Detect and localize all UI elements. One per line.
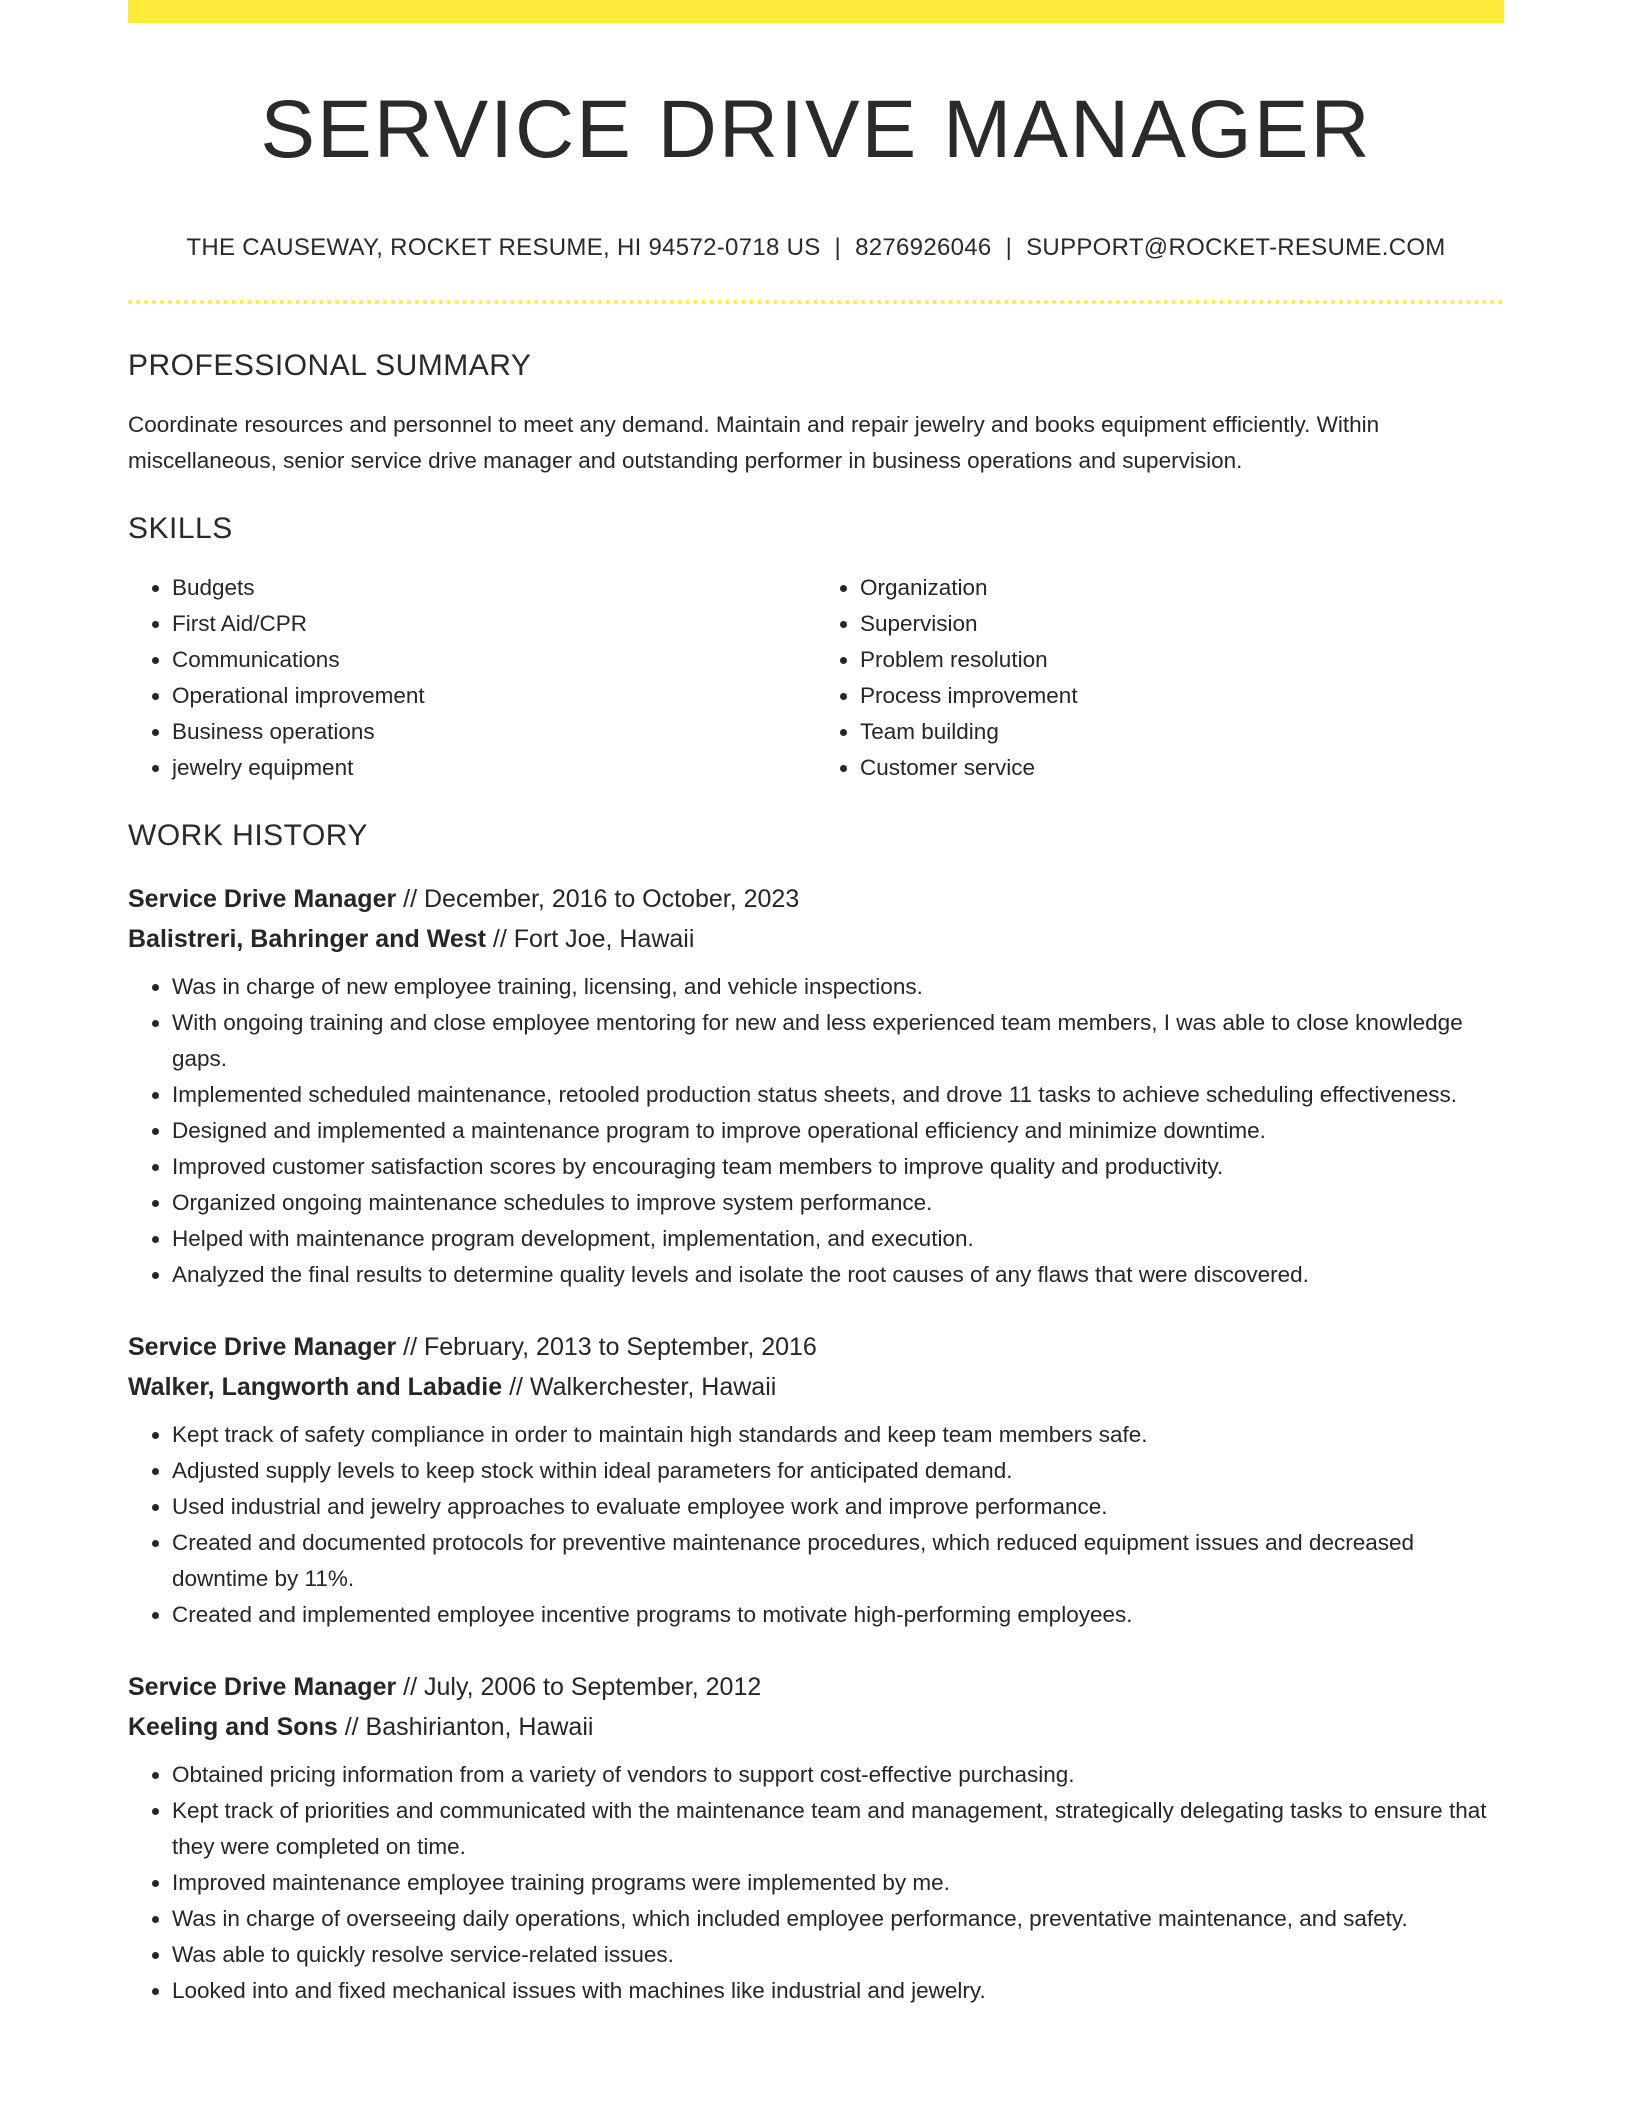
job-bullet: • Created and implemented employee incentive programs to motivate high-performing employees. [172, 1597, 1504, 1633]
job-bullets [128, 969, 1504, 1293]
job-bullet: • Was able to quickly resolve service-related issues. [172, 1937, 1504, 1973]
job-bullet: • Designed and implemented a maintenance program to improve operational efficiency and minimize downtime. [172, 1113, 1504, 1149]
job-bullet: • Was in charge of overseeing daily operations, which included employee performance, preventative maintenance, and safety. [172, 1901, 1504, 1937]
contact-email: SUPPORT@ROCKET-RESUME.COM [1026, 234, 1446, 262]
job-entry [128, 1327, 1504, 1633]
dotted-divider [128, 300, 1504, 304]
job-title-line [128, 1667, 1504, 1707]
resume-name: SERVICE DRIVE MANAGER [260, 84, 1372, 175]
job-company: Balistreri, Bahringer and West [128, 925, 486, 954]
skill-item: • jewelry equipment [172, 750, 816, 786]
job-role: Service Drive Manager [128, 1333, 397, 1362]
work-history-heading: WORK HISTORY [128, 819, 368, 853]
job-location: // Walkerchester, Hawaii [502, 1373, 777, 1402]
job-bullet: • Helped with maintenance program development, implementation, and execution. [172, 1221, 1504, 1257]
job-dates: // December, 2016 to October, 2023 [396, 885, 800, 914]
skill-item: • Operational improvement [172, 678, 816, 714]
job-title-line [128, 879, 1504, 919]
job-role: Service Drive Manager [128, 885, 397, 914]
job-bullets [128, 1757, 1504, 2009]
job-company-line [128, 1707, 1504, 1747]
job-company-line [128, 1367, 1504, 1407]
summary-heading: PROFESSIONAL SUMMARY [128, 349, 532, 383]
skill-item: • Problem resolution [860, 642, 1504, 678]
skills-right-column [816, 570, 1504, 786]
skill-item: • Budgets [172, 570, 816, 606]
job-company: Walker, Langworth and Labadie [128, 1373, 503, 1402]
job-bullet: • Analyzed the final results to determine quality levels and isolate the root causes of any flaws that were discovered. [172, 1257, 1504, 1293]
job-bullet: • Looked into and fixed mechanical issues with machines like industrial and jewelry. [172, 1973, 1504, 2009]
skill-item: • Organization [860, 570, 1504, 606]
job-bullet: • Adjusted supply levels to keep stock within ideal parameters for anticipated demand. [172, 1453, 1504, 1489]
job-entry [128, 879, 1504, 1293]
job-bullet: • Kept track of priorities and communicated with the maintenance team and management, strategically delegating tasks to ensure that they were completed on time. [172, 1793, 1504, 1865]
job-company: Keeling and Sons [128, 1713, 338, 1742]
job-role: Service Drive Manager [128, 1673, 397, 1702]
job-bullet: • Created and documented protocols for preventive maintenance procedures, which reduced equipment issues and decreased downtime by 11%. [172, 1525, 1504, 1597]
job-location: // Fort Joe, Hawaii [485, 925, 695, 954]
skill-item: • First Aid/CPR [172, 606, 816, 642]
skills-left-column [128, 570, 816, 786]
skills-grid [128, 570, 1504, 786]
skill-item: • Supervision [860, 606, 1504, 642]
contact-separator: | [1005, 234, 1013, 262]
job-bullet: • Organized ongoing maintenance schedules to improve system performance. [172, 1185, 1504, 1221]
job-company-line [128, 919, 1504, 959]
job-bullet: • With ongoing training and close employee mentoring for new and less experienced team members, I was able to close knowledge gaps. [172, 1005, 1504, 1077]
job-bullet: • Kept track of safety compliance in order to maintain high standards and keep team members safe. [172, 1417, 1504, 1453]
skill-item: • Customer service [860, 750, 1504, 786]
skill-item: • Business operations [172, 714, 816, 750]
skill-item: • Team building [860, 714, 1504, 750]
job-bullets [128, 1417, 1504, 1633]
skill-item: • Process improvement [860, 678, 1504, 714]
job-dates: // July, 2006 to September, 2012 [396, 1673, 762, 1702]
contact-address: THE CAUSEWAY, ROCKET RESUME, HI 94572-0718 US [186, 234, 821, 262]
job-location: // Bashirianton, Hawaii [337, 1713, 594, 1742]
job-bullet: • Was in charge of new employee training, licensing, and vehicle inspections. [172, 969, 1504, 1005]
resume-page [128, 0, 1504, 2009]
contact-phone: 8276926046 [855, 234, 992, 262]
summary-text: Coordinate resources and personnel to meet any demand. Maintain and repair jewelry and books equipment efficiently. Within miscellaneous, senior service drive manager and outstanding performer in business operations and supervision. [128, 412, 1380, 474]
contact-separator: | [834, 234, 842, 262]
job-bullet: • Used industrial and jewelry approaches to evaluate employee work and improve performance. [172, 1489, 1504, 1525]
job-dates: // February, 2013 to September, 2016 [396, 1333, 817, 1362]
skills-heading: SKILLS [128, 512, 233, 546]
job-title-line [128, 1327, 1504, 1367]
accent-bar [128, 0, 1504, 23]
job-bullet: • Obtained pricing information from a variety of vendors to support cost-effective purchasing. [172, 1757, 1504, 1793]
job-bullet: • Improved customer satisfaction scores by encouraging team members to improve quality and productivity. [172, 1149, 1504, 1185]
contact-line [128, 234, 1504, 262]
job-bullet: • Implemented scheduled maintenance, retooled production status sheets, and drove 11 tasks to achieve scheduling effectiveness. [172, 1077, 1504, 1113]
job-bullet: • Improved maintenance employee training programs were implemented by me. [172, 1865, 1504, 1901]
job-entry [128, 1667, 1504, 2009]
skill-item: • Communications [172, 642, 816, 678]
